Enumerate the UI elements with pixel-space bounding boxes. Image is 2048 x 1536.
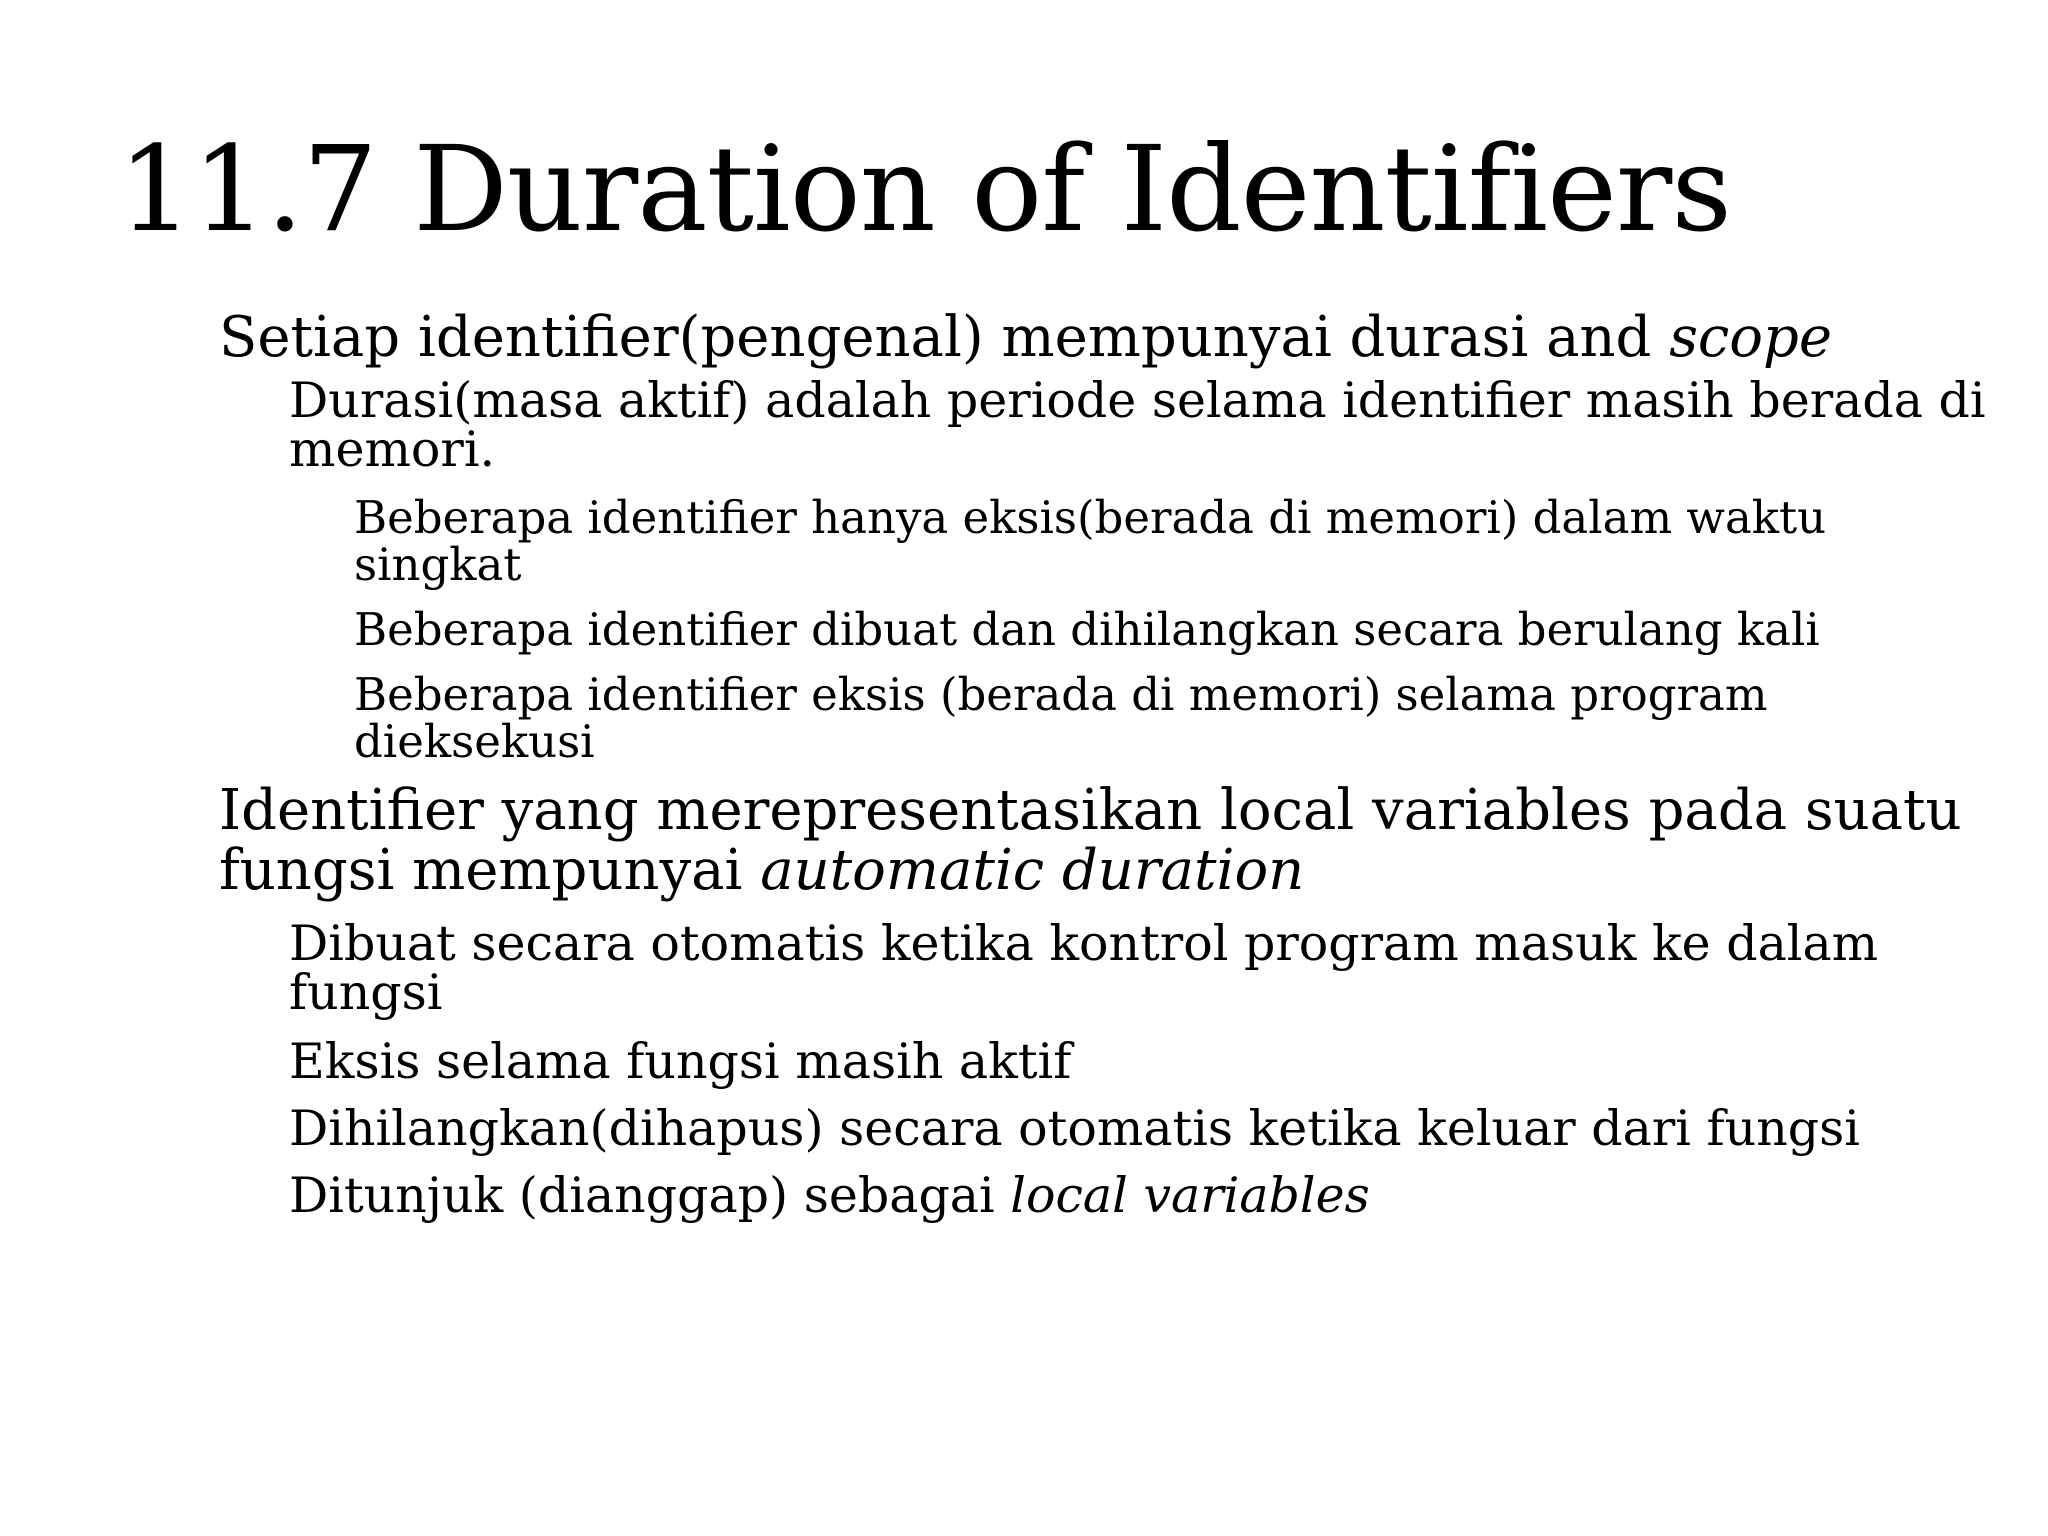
sub-bullet-emphasis: local variables <box>1010 1167 1370 1224</box>
sub-bullet-exists-while-active: Eksis selama fungsi masih aktif <box>289 1033 1072 1090</box>
slide-title: 11.7 Duration of Identifiers <box>118 120 1731 258</box>
sub-bullet-text: Ditunjuk (dianggap) sebagai <box>289 1167 1011 1224</box>
slide-body <box>0 305 2048 1224</box>
sub-bullet-created-automatically: Dibuat secara otomatis ketika kontrol program masuk ke dalam fungsi <box>289 915 1879 1021</box>
bullet-local-automatic-duration <box>219 778 1988 903</box>
bullet-identifier-duration-scope <box>219 305 1988 370</box>
sub-sub-bullet-program-lifetime: Beberapa identifier eksis (berada di memori) selama program dieksekusi <box>354 668 1768 768</box>
sub-bullet-duration-definition: Durasi(masa aktif) adalah periode selama identifier masih berada di memori. <box>289 372 1986 478</box>
bullet-emphasis: automatic duration <box>760 838 1305 903</box>
bullet-emphasis: scope <box>1669 305 1832 370</box>
sub-bullet-destroyed-on-exit: Dihilangkan(dihapus) secara otomatis ketika keluar dari fungsi <box>289 1100 1860 1157</box>
bullet-text: Setiap identifier(pengenal) mempunyai durasi and <box>219 305 1670 370</box>
sub-sub-bullet-repeated: Beberapa identifier dibuat dan dihilangkan secara berulang kali <box>354 603 1820 656</box>
sub-bullet-local-variables <box>289 1167 1988 1224</box>
bullet-text: Identifier yang merepresentasikan local variables pada suatu fungsi mempunyai <box>219 778 1962 903</box>
sub-sub-bullet-short-lived: Beberapa identifier hanya eksis(berada di memori) dalam waktu singkat <box>354 491 1827 591</box>
